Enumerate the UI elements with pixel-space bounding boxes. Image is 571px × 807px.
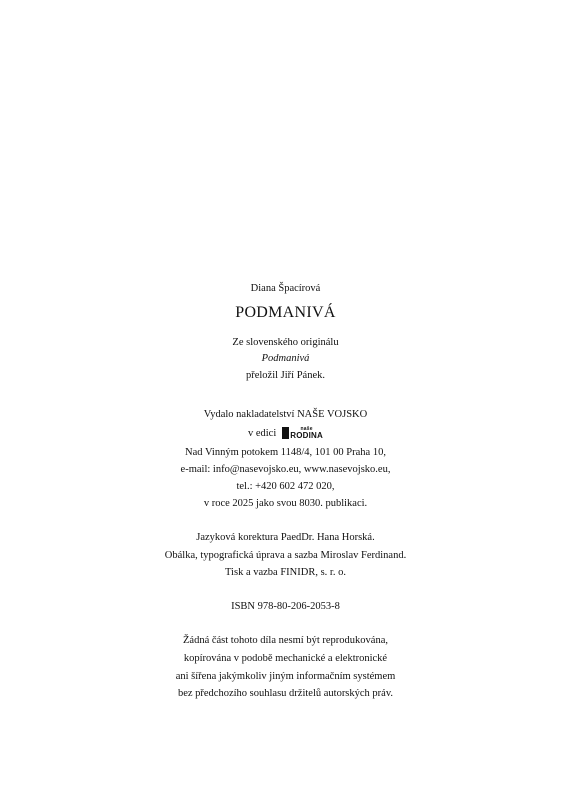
proofreading-credit: Jazyková korektura PaedDr. Hana Horská. xyxy=(196,532,375,543)
isbn: ISBN 978-80-206-2053-8 xyxy=(231,601,340,612)
publisher-address: Nad Vinným potokem 1148/4, 101 00 Praha 10, xyxy=(185,447,386,458)
publisher-phone: tel.: +420 602 472 020, xyxy=(236,481,335,492)
copyright-line: Žádná část tohoto díla nesmí být reprodukována, xyxy=(183,635,388,646)
edition-line xyxy=(0,427,571,441)
translation-source: Ze slovenského originálu xyxy=(232,337,339,348)
copyright-line: kopírována v podobě mechanické a elektronické xyxy=(183,653,388,664)
copyright-line: bez předchozího souhlasu držitelů autorských práv. xyxy=(177,688,394,699)
print-credit: Tisk a vazba FINIDR, s. r. o. xyxy=(225,567,346,578)
translator: přeložil Jiří Pánek. xyxy=(245,370,326,381)
edition-prefix: v edici xyxy=(247,428,277,439)
publication-note: v roce 2025 jako svou 8030. publikaci. xyxy=(203,498,368,509)
nase-rodina-logo xyxy=(282,426,323,440)
logo-small-text: naše xyxy=(300,425,313,432)
logo-big-text: RODINA xyxy=(290,430,324,440)
publisher-line: Vydalo nakladatelství NAŠE VOJSKO xyxy=(203,409,368,420)
original-title: Podmanivá xyxy=(261,353,310,364)
design-credit: Obálka, typografická úprava a sazba Miroslav Ferdinand. xyxy=(164,550,407,561)
copyright-line: ani šířena jakýmkoliv jiným informačním systémem xyxy=(175,671,396,682)
author-name: Diana Špacírová xyxy=(250,283,321,294)
book-title: PODMANIVÁ xyxy=(235,304,336,321)
logo-text xyxy=(290,427,323,440)
logo-mark-icon xyxy=(282,427,289,439)
publisher-contact: e-mail: info@nasevojsko.eu, www.nasevojsko.eu, xyxy=(180,464,391,475)
